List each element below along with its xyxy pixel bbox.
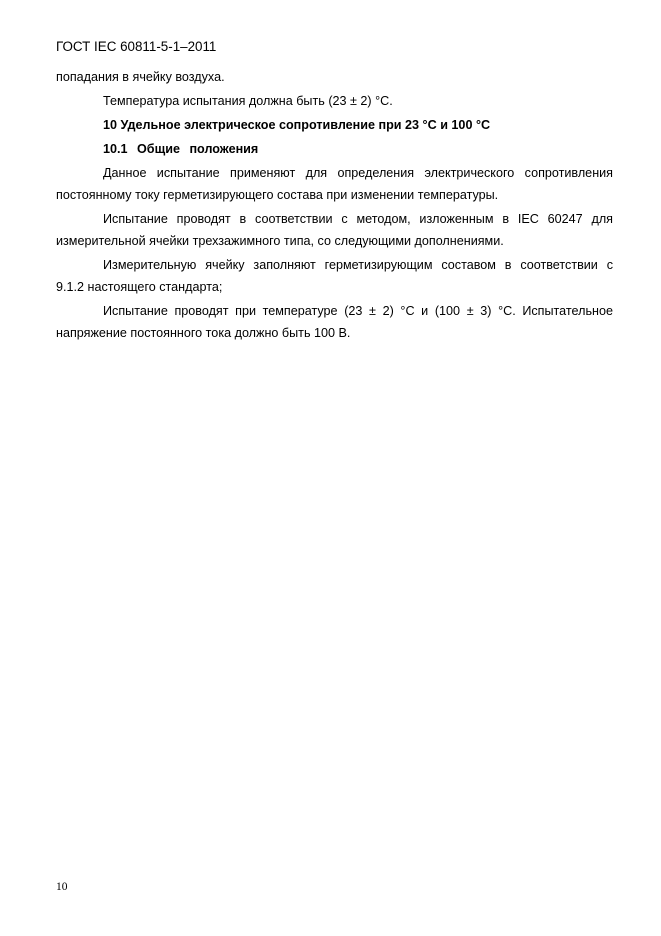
test-temperature-line: Температура испытания должна быть (23 ± 2) °С. [103, 94, 393, 108]
paragraph-1-line-2: постоянному току герметизирующего состава при изменении температуры. [56, 188, 499, 202]
paragraph-2-line-2: измерительной ячейки трехзажимного типа, со следующими дополнениями. [56, 234, 504, 248]
standard-header: ГОСТ IEC 60811-5-1–2011 [56, 39, 217, 54]
page-number: 10 [56, 881, 68, 893]
paragraph-3-line-1: Измерительную ячейку заполняют герметизирующим составом в соответствии с [103, 258, 613, 272]
paragraph-1-line-1: Данное испытание применяют для определения электрического сопротивления [103, 166, 613, 180]
paragraph-4-line-2: напряжение постоянного тока должно быть 100 В. [56, 326, 351, 340]
document-body [56, 69, 613, 349]
continued-text-line: попадания в ячейку воздуха. [56, 70, 225, 84]
paragraph-4-line-1: Испытание проводят при температуре (23 ± 2) °С и (100 ± 3) °С. Испытательное [103, 304, 613, 318]
section-10-heading: 10 Удельное электрическое сопротивление при 23 °С и 100 °С [103, 118, 491, 132]
paragraph-2-line-1: Испытание проводят в соответствии с методом, изложенным в IEC 60247 для [103, 212, 613, 226]
paragraph-3-line-2: 9.1.2 настоящего стандарта; [56, 280, 223, 294]
section-10-1-heading: 10.1 Общие положения [103, 142, 259, 156]
